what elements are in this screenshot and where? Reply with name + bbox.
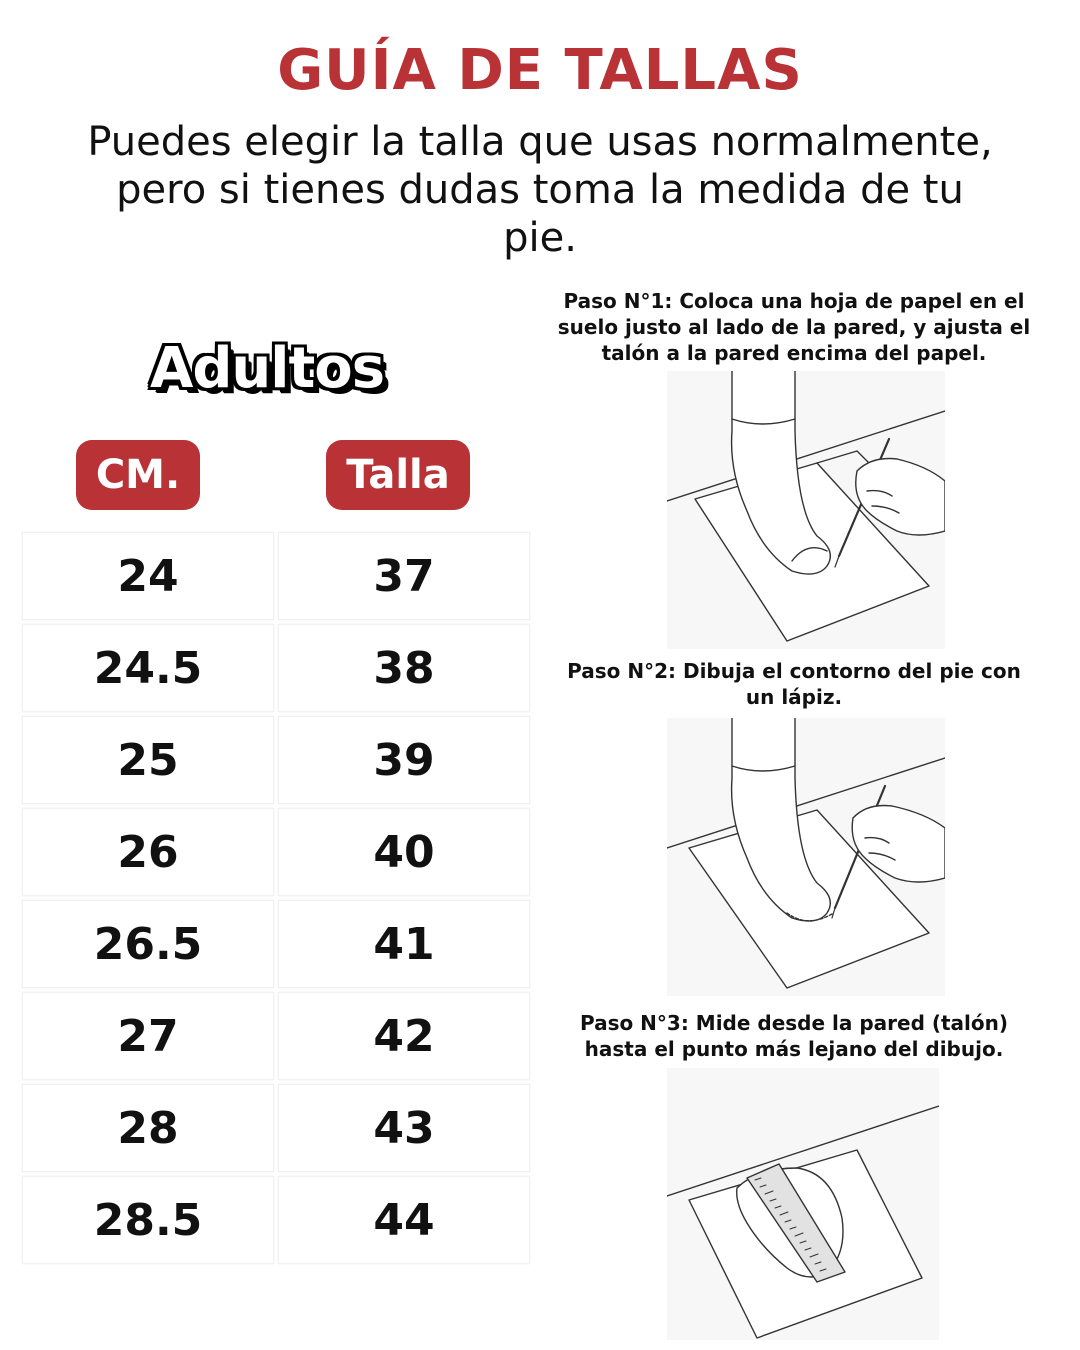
cm-cell: 28.5 bbox=[22, 1176, 274, 1264]
talla-cell: 37 bbox=[278, 532, 530, 620]
talla-cell: 38 bbox=[278, 624, 530, 712]
cm-cell: 26.5 bbox=[22, 900, 274, 988]
talla-cell: 39 bbox=[278, 716, 530, 804]
cm-cell: 24.5 bbox=[22, 624, 274, 712]
talla-cell: 43 bbox=[278, 1084, 530, 1172]
cm-cell: 24 bbox=[22, 532, 274, 620]
step-2-text: Paso N°2: Dibuja el contorno del pie con un lápiz. bbox=[567, 659, 1021, 709]
table-row bbox=[20, 1082, 532, 1174]
ruler-measure-illustration-icon bbox=[667, 1068, 939, 1340]
step-3-text: Paso N°3: Mide desde la pared (talón) hasta el punto más lejano del dibujo. bbox=[579, 1011, 1009, 1061]
cm-cell: 27 bbox=[22, 992, 274, 1080]
table-row bbox=[20, 622, 532, 714]
foot-on-paper-illustration-icon bbox=[667, 371, 945, 649]
talla-cell: 44 bbox=[278, 1176, 530, 1264]
cm-cell: 25 bbox=[22, 716, 274, 804]
cm-cell: 28 bbox=[22, 1084, 274, 1172]
step-1-text: Paso N°1: Coloca una hoja de papel en el suelo justo al lado de la pared, y ajusta el talón a la pared encima del papel. bbox=[557, 289, 1031, 365]
table-row bbox=[20, 806, 532, 898]
cm-cell: 26 bbox=[22, 808, 274, 896]
talla-cell: 42 bbox=[278, 992, 530, 1080]
size-table bbox=[20, 530, 532, 1266]
table-row bbox=[20, 1174, 532, 1266]
table-row bbox=[20, 530, 532, 622]
group-label-adultos: Adultos bbox=[150, 336, 385, 401]
talla-cell: 41 bbox=[278, 900, 530, 988]
page-title: GUÍA DE TALLAS bbox=[277, 38, 803, 103]
column-header-talla: Talla bbox=[326, 440, 470, 510]
talla-cell: 40 bbox=[278, 808, 530, 896]
tracing-foot-illustration-icon bbox=[667, 718, 945, 996]
table-row bbox=[20, 898, 532, 990]
table-row bbox=[20, 714, 532, 806]
table-row bbox=[20, 990, 532, 1082]
page-subtitle: Puedes elegir la talla que usas normalmente, pero si tienes dudas toma la medida de tu pie. bbox=[87, 119, 993, 261]
column-header-cm: CM. bbox=[76, 440, 200, 510]
